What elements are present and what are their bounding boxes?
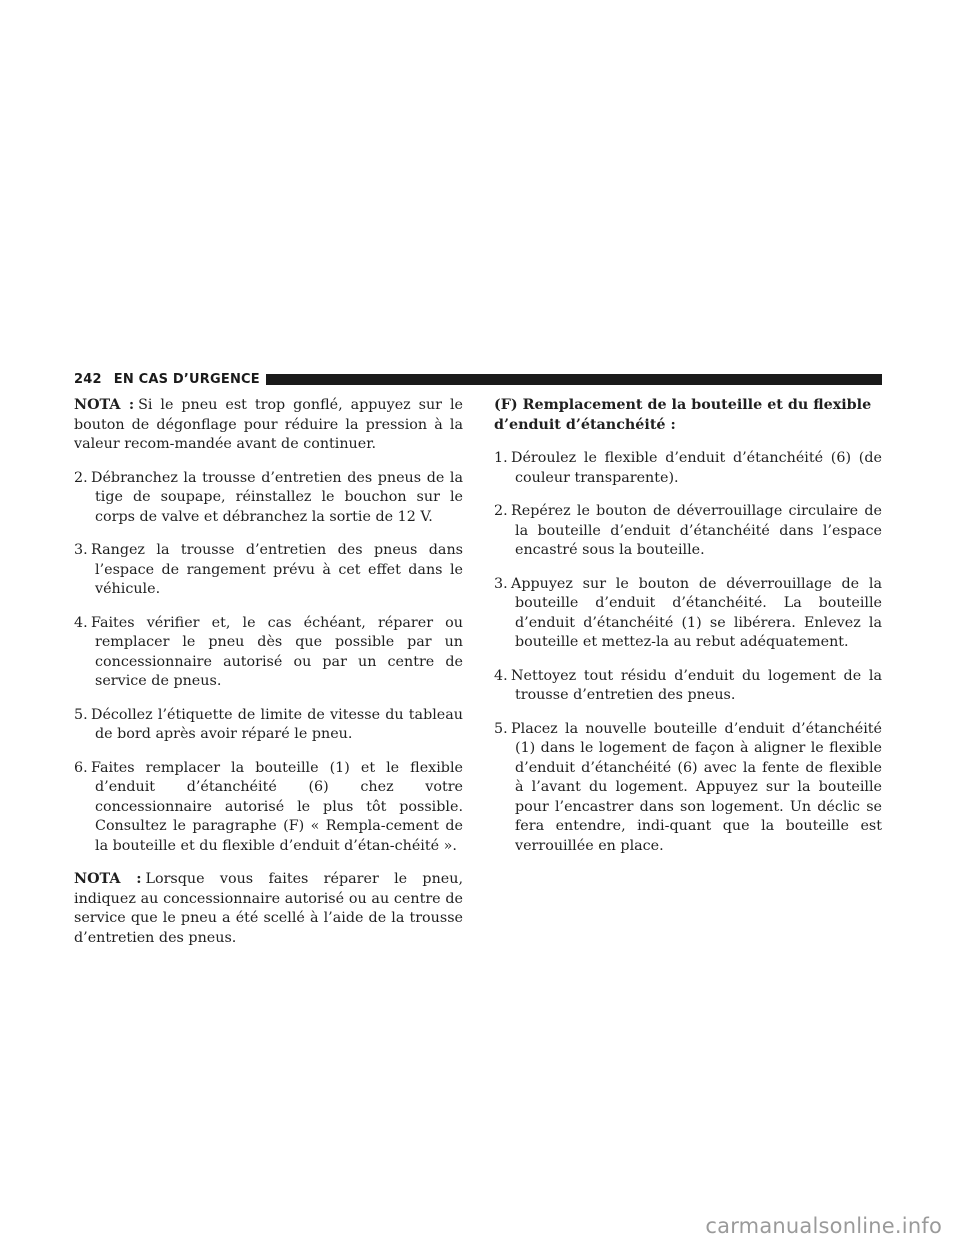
list-item (494, 502, 882, 561)
nota-text: Si le pneu est trop gonflé, appuyez sur le bouton de dégonflage pour réduire la pression à la valeur recom-mandée avant de continuer. (74, 397, 463, 452)
left-column (74, 396, 463, 962)
item-text: Faites remplacer la bouteille (1) et le flexible d’enduit d’étanchéité (6) chez votre concessionnaire autorisé le plus tôt possible. Consultez le paragraphe (F) « Rempla-cement de la bouteille et du flexible d’enduit d’étan-chéité ». (91, 759, 463, 854)
item-number: 5. (494, 720, 508, 737)
item-text: Décollez l’étiquette de limite de vitesse du tableau de bord après avoir réparé le pneu. (91, 706, 463, 742)
watermark: carmanualsonline.info (705, 1214, 942, 1238)
nota-label: NOTA : (74, 397, 135, 413)
nota-label: NOTA : (74, 871, 142, 887)
list-item (74, 541, 463, 600)
item-number: 2. (494, 503, 508, 519)
item-number: 5. (74, 706, 88, 723)
item-number: 4. (74, 614, 88, 631)
list-item (74, 614, 463, 692)
item-text: Placez la nouvelle bouteille d’enduit d’étanchéité (1) dans le logement de façon à aligner le flexible d’enduit d’étanchéité (6) avec la fente de flexible à l’avant du logement. Appuyez sur la bouteille pour l’encastrer dans son logement. Un déclic se fera entendre, indi-quant que la bouteille est verrouillée en place. (511, 720, 882, 854)
list-item (494, 575, 882, 653)
item-number: 4. (494, 667, 508, 684)
item-text: Appuyez sur le bouton de déverrouillage de la bouteille d’enduit d’étanchéité. La bouteille d’enduit d’étanchéité (1) se libérera. Enlevez la bouteille et mettez-la au rebut adéquatement. (511, 575, 882, 650)
nota-text: Lorsque vous faites réparer le pneu, indiquez au concessionnaire autorisé ou au centre de service que le pneu a été scellé à l’aide de la trousse d’entretien des pneus. (74, 871, 463, 946)
heading-line-1: (F) Remplacement de la bouteille et du flexible (494, 397, 872, 413)
list-item (494, 449, 882, 488)
section-title: EN CAS D’URGENCE (113, 371, 260, 387)
item-number: 3. (494, 575, 508, 592)
list-item (74, 759, 463, 857)
item-text: Déroulez le flexible d’enduit d’étanchéité (6) (de couleur transparente). (511, 450, 882, 486)
list-item (74, 706, 463, 745)
list-item (74, 469, 463, 528)
item-text: Nettoyez tout résidu d’enduit du logement de la trousse d’entretien des pneus. (511, 667, 882, 703)
page-number: 242 (74, 371, 102, 387)
item-text: Rangez la trousse d’entretien des pneus dans l’espace de rangement prévu à cet effet dans le véhicule. (91, 542, 463, 597)
nota-paragraph-1 (74, 396, 463, 455)
right-column (494, 396, 882, 870)
header-rule (266, 374, 882, 385)
item-text: Repérez le bouton de déverrouillage circulaire de la bouteille d’enduit d’étanchéité dans l’espace encastré sous la bouteille. (511, 503, 882, 558)
item-number: 2. (74, 469, 88, 486)
item-number: 6. (74, 759, 88, 776)
section-heading (494, 396, 882, 435)
item-text: Débranchez la trousse d’entretien des pneus de la tige de soupape, réinstallez le bouchon sur le corps de valve et débranchez la sortie de 12 V. (91, 469, 463, 525)
item-number: 3. (74, 542, 88, 558)
list-item (494, 720, 882, 857)
nota-paragraph-2 (74, 870, 463, 948)
item-number: 1. (494, 450, 508, 466)
item-text: Faites vérifier et, le cas échéant, réparer ou remplacer le pneu dès que possible par un concessionnaire autorisé ou par un centre de service de pneus. (91, 614, 463, 689)
page-header (74, 369, 882, 389)
list-item (494, 667, 882, 706)
heading-line-2: d’enduit d’étanchéité : (494, 416, 676, 433)
